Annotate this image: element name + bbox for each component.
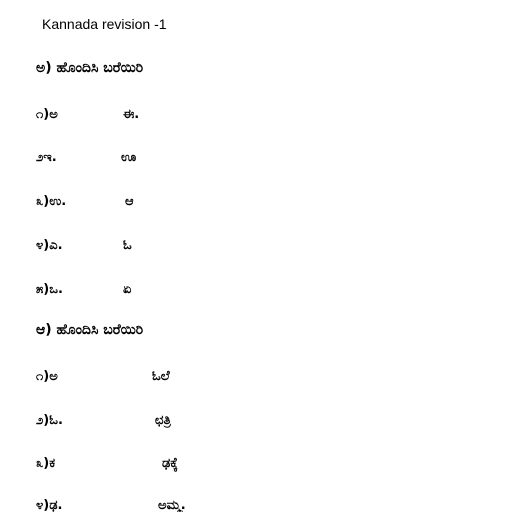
section-b-row-3-right: ಢಕ್ಕೆ — [162, 456, 178, 471]
section-a-row-1-right: ಈ. — [123, 107, 140, 122]
section-b-row-4-left: ೪)ಢ. — [36, 498, 63, 512]
section-b-row-4-right: ಅಮ್ಮ. — [158, 498, 186, 512]
section-a-row-5-left: ೫)ಒ. — [36, 282, 63, 297]
section-a-row-3-right: ಆ — [125, 194, 134, 209]
section-b-row-3-left: ೩)ಕ — [36, 456, 56, 471]
section-a-heading: ಅ) ಹೊಂದಿಸಿ ಬರೆಯಿರಿ — [36, 60, 144, 76]
section-a-row-3-left: ೩)ಉ. — [36, 194, 67, 209]
page-title: Kannada revision -1 — [42, 16, 167, 32]
section-a-row-4-right: ಓ — [123, 238, 132, 253]
section-b-row-1-left: ೧)ಅ — [36, 369, 58, 384]
section-b-heading: ಆ) ಹೊಂದಿಸಿ ಬರೆಯಿರಿ — [36, 322, 144, 338]
section-a-row-4-left: ೪)ಎ. — [36, 238, 63, 253]
section-b-row-2-right: ಛತ್ರಿ — [155, 413, 171, 428]
section-b-row-2-left: ೨)ಓ. — [36, 413, 63, 428]
section-a-row-2-left: ೨ಇ. — [36, 150, 57, 165]
section-a-row-1-left: ೧)ಅ — [36, 107, 58, 122]
section-b-row-1-right: ಓಲೆ — [152, 369, 170, 384]
section-a-row-5-right: ಏ — [123, 282, 132, 297]
section-a-row-2-right: ಊ — [121, 150, 137, 165]
